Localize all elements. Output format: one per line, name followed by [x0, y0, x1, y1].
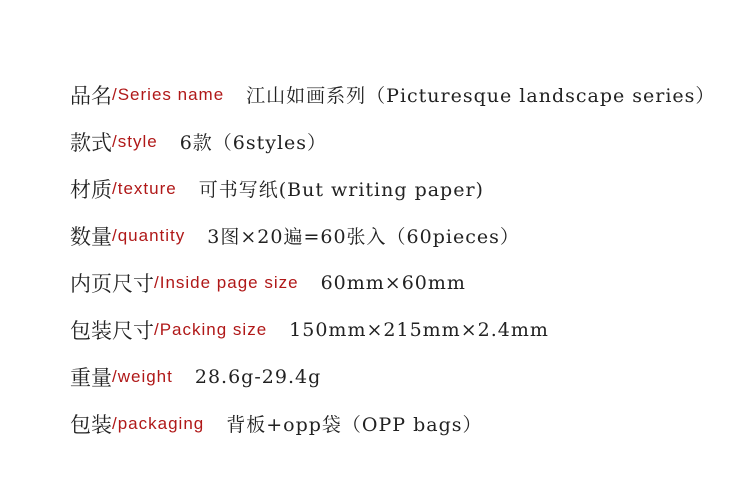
spec-value: 可书写纸(But writing paper) — [198, 179, 484, 201]
spec-label-en: /weight — [112, 366, 173, 386]
spec-row-quantity — [70, 212, 715, 259]
spec-value: 3图×20遍=60张入（60pieces） — [207, 226, 520, 248]
spec-value: 6款（6styles） — [179, 132, 328, 154]
spec-value: 60mm×60mm — [320, 271, 466, 294]
spec-label-zh: 包装 — [70, 412, 112, 437]
spec-label-en: /Packing size — [154, 319, 268, 339]
spec-list — [70, 71, 715, 447]
spec-row-series-name — [70, 71, 715, 118]
spec-value: 背板+opp袋（OPP bags） — [226, 414, 483, 436]
spec-label-en: /Series name — [112, 84, 225, 104]
spec-row-packaging — [70, 400, 715, 447]
spec-label-zh: 内页尺寸 — [70, 271, 154, 296]
spec-row-packing-size — [70, 306, 715, 353]
spec-row-style — [70, 118, 715, 165]
spec-row-inside-page-size — [70, 259, 715, 306]
spec-label-zh: 数量 — [70, 224, 112, 249]
spec-value: 江山如画系列（Picturesque landscape series） — [246, 85, 716, 107]
spec-label-zh: 材质 — [70, 177, 112, 202]
spec-label-en: /texture — [112, 178, 177, 198]
spec-label-en: /quantity — [112, 225, 186, 245]
spec-label-en: /Inside page size — [154, 272, 299, 292]
spec-row-weight — [70, 353, 715, 400]
spec-label-en: /style — [112, 131, 158, 151]
spec-value: 28.6g-29.4g — [194, 365, 322, 388]
spec-label-zh: 重量 — [70, 365, 112, 390]
spec-label-zh: 款式 — [70, 130, 112, 155]
spec-label-en: /packaging — [112, 413, 205, 433]
spec-label-zh: 包装尺寸 — [70, 318, 154, 343]
spec-value: 150mm×215mm×2.4mm — [289, 318, 549, 341]
spec-label-zh: 品名 — [70, 83, 112, 108]
spec-row-texture — [70, 165, 715, 212]
